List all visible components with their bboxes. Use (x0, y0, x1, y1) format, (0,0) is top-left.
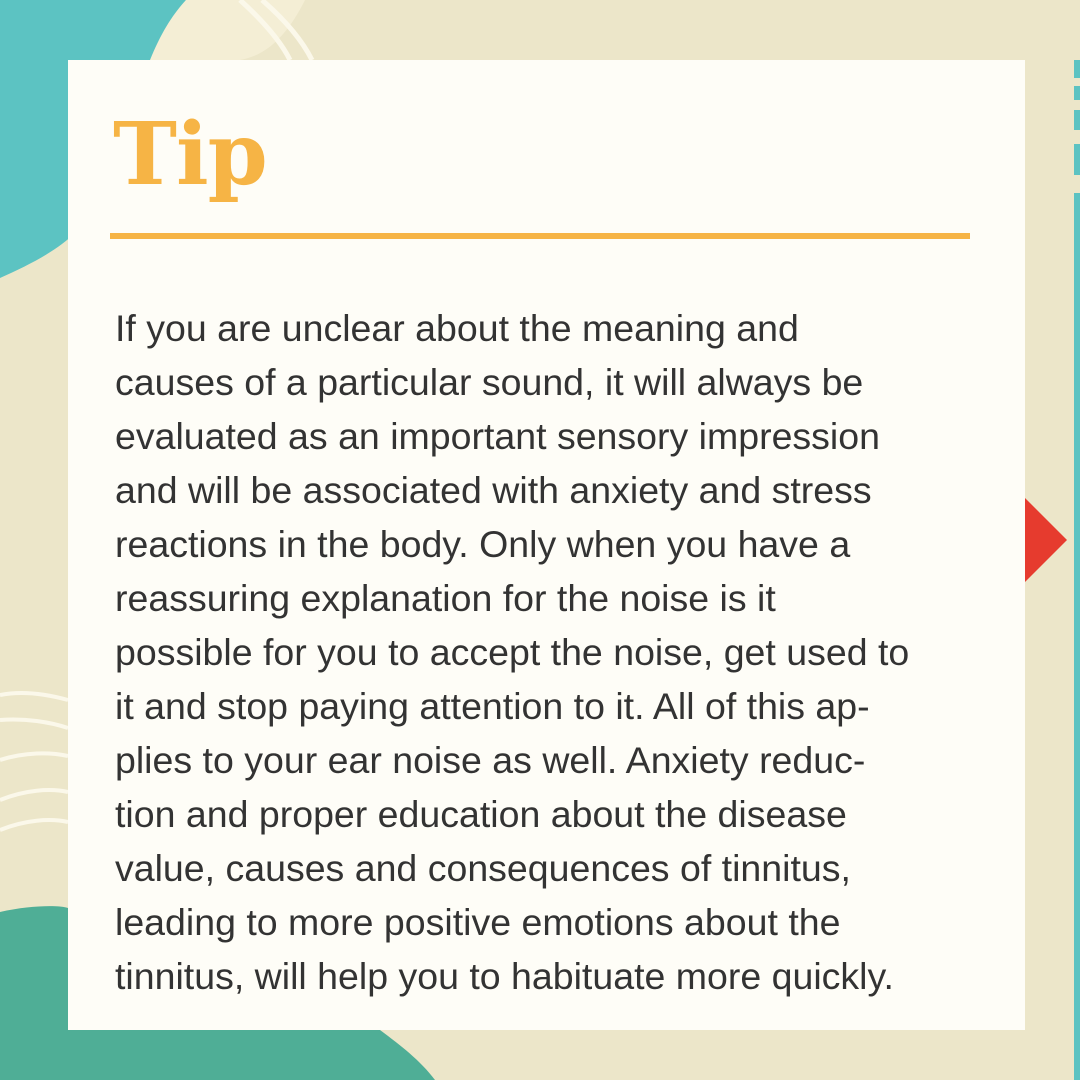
curved-line-left-2 (0, 719, 68, 728)
right-stripe-gap-2 (1074, 100, 1080, 110)
curved-line-left-1 (0, 693, 68, 700)
card-body-text: If you are unclear about the meaning and causes of a particular sound, it will always be evaluated as an important sensory impression and will be associated with anxiety and stress reactions in the body. Only when you have a reassuring explanation for the noise is it possible for you to accept the noise, get used to it and stop paying attention to it. All of this ap- plies to your ear noise as well. Anxiety reduc- tion and proper education about the disease value, causes and consequences of tinnitus, leading to more positive emotions about the tinnitus, will help you to habituate more quickly. (115, 307, 910, 997)
right-stripe-gap-1 (1074, 78, 1080, 86)
curved-line-left-4 (0, 790, 68, 800)
right-stripe-gap-3 (1074, 130, 1080, 144)
right-stripe (1074, 60, 1080, 1080)
triangle-right-icon[interactable] (1025, 498, 1067, 582)
card-title: Tip (113, 104, 267, 205)
tip-card (68, 60, 1025, 1030)
curved-line-left-3 (0, 753, 68, 760)
curved-line-left-5 (0, 820, 68, 830)
title-divider (110, 233, 970, 239)
right-stripe-gap-4 (1074, 175, 1080, 193)
